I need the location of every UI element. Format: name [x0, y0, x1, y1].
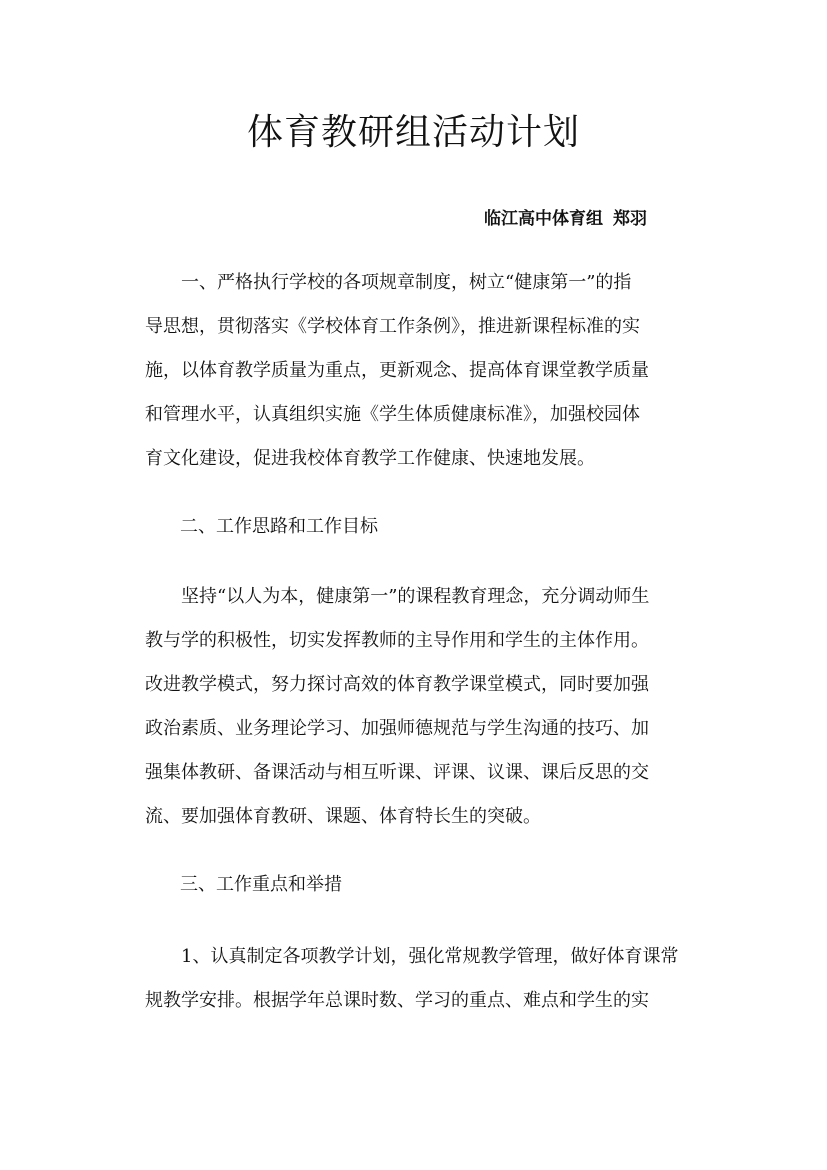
paragraph-line: 1、认真制定各项教学计划，强化常规教学管理，做好体育课常	[181, 946, 679, 967]
paragraph-line: 坚持“以人为本，健康第一”的课程教育理念，充分调动师生	[181, 586, 650, 607]
paragraph-line: 育文化建设，促进我校体育教学工作健康、快速地发展。	[145, 448, 595, 469]
document-title: 体育教研组活动计划	[246, 112, 580, 153]
paragraph-line: 改进教学模式，努力探讨高效的体育教学课堂模式，同时要加强	[145, 674, 649, 695]
paragraph-line: 一、严格执行学校的各项规章制度，树立“健康第一”的指	[181, 272, 632, 293]
paragraph-line: 施，以体育教学质量为重点，更新观念、提高体育课堂教学质量	[145, 360, 649, 381]
section-heading-key-measures: 三、工作重点和举措	[180, 874, 342, 895]
paragraph-guiding-principles	[145, 261, 690, 481]
author-org: 临江高中体育组	[484, 209, 603, 229]
paragraph-line: 和管理水平，认真组织实施《学生体质健康标准》，加强校园体	[145, 404, 640, 425]
paragraph-line: 政治素质、业务理论学习、加强师德规范与学生沟通的技巧、加	[145, 718, 649, 739]
paragraph-key-measures	[145, 935, 690, 1023]
section-heading-work-ideas: 二、工作思路和工作目标	[180, 516, 378, 537]
paragraph-line: 导思想，贯彻落实《学校体育工作条例》，推进新课程标准的实	[145, 316, 640, 337]
paragraph-line: 强集体教研、备课活动与相互听课、评课、议课、课后反思的交	[145, 762, 649, 783]
author-name: 郑羽	[613, 209, 647, 229]
author-line	[484, 206, 647, 232]
paragraph-work-ideas	[145, 575, 690, 839]
paragraph-line: 流、要加强体育教研、课题、体育特长生的突破。	[145, 806, 541, 827]
paragraph-line: 规教学安排。根据学年总课时数、学习的重点、难点和学生的实	[145, 990, 649, 1011]
paragraph-line: 教与学的积极性，切实发挥教师的主导作用和学生的主体作用。	[145, 630, 649, 651]
